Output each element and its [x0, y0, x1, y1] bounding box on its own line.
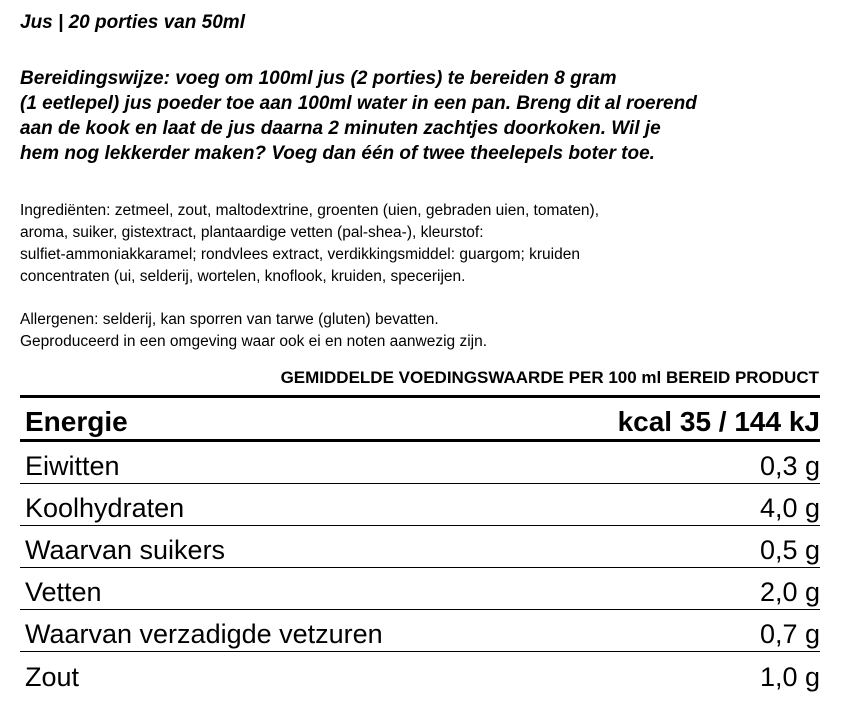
nutrient-label: Energie: [25, 406, 128, 437]
allergens-info: [20, 309, 840, 353]
table-row: [20, 484, 820, 526]
preparation-line: (1 eetlepel) jus poeder toe aan 100ml water in een pan. Breng dit al roerend: [20, 93, 697, 114]
nutrition-table: [20, 395, 820, 694]
nutrient-value: 0,5 g: [759, 535, 820, 565]
nutrient-value: 0,7 g: [759, 619, 820, 649]
preparation-line: Bereidingswijze: voeg om 100ml jus (2 porties) te bereiden 8 gram: [20, 68, 617, 89]
nutrient-label: Waarvan verzadigde vetzuren: [25, 619, 383, 649]
nutrition-table-title: GEMIDDELDE VOEDINGSWAARDE PER 100 ml BEREID PRODUCT: [280, 368, 819, 387]
allergens-line: Geproduceerd in een omgeving waar ook ei en noten aanwezig zijn.: [20, 333, 488, 350]
nutrient-value: 4,0 g: [759, 493, 820, 523]
nutrient-label: Zout: [25, 662, 80, 692]
nutrient-value: 1,0 g: [759, 662, 820, 692]
preparation-line: aan de kook en laat de jus daarna 2 minuten zachtjes doorkoken. Wil je: [20, 118, 661, 139]
nutrient-label: Vetten: [25, 577, 102, 607]
table-row: [20, 526, 820, 568]
preparation-instructions: [20, 66, 840, 166]
nutrient-value: 2,0 g: [759, 577, 820, 607]
nutrient-value: 0,3 g: [759, 451, 820, 481]
nutrient-label: Waarvan suikers: [25, 535, 226, 565]
ingredients-list: [20, 200, 840, 288]
table-row-energy: [20, 398, 820, 442]
ingredients-line: concentraten (ui, selderij, wortelen, knoflook, kruiden, specerijen.: [20, 268, 466, 285]
ingredients-line: Ingrediënten: zetmeel, zout, maltodextrine, groenten (uien, gebraden uien, tomaten),: [20, 202, 600, 219]
nutrient-value: kcal 35 / 144 kJ: [617, 406, 820, 437]
table-row: [20, 652, 820, 694]
nutrient-label: Eiwitten: [25, 451, 120, 481]
nutrient-label: Koolhydraten: [25, 493, 185, 523]
product-heading: Jus | 20 porties van 50ml: [20, 12, 245, 33]
table-row: [20, 442, 820, 484]
allergens-line: Allergenen: selderij, kan sporren van tarwe (gluten) bevatten.: [20, 311, 439, 328]
preparation-line: hem nog lekkerder maken? Voeg dan één of twee theelepels boter toe.: [20, 143, 655, 164]
ingredients-line: aroma, suiker, gistextract, plantaardige vetten (pal-shea-), kleurstof:: [20, 224, 484, 241]
table-row: [20, 568, 820, 610]
table-row: [20, 610, 820, 652]
ingredients-line: sulfiet-ammoniakkaramel; rondvlees extract, verdikkingsmiddel: guargom; kruiden: [20, 246, 580, 263]
